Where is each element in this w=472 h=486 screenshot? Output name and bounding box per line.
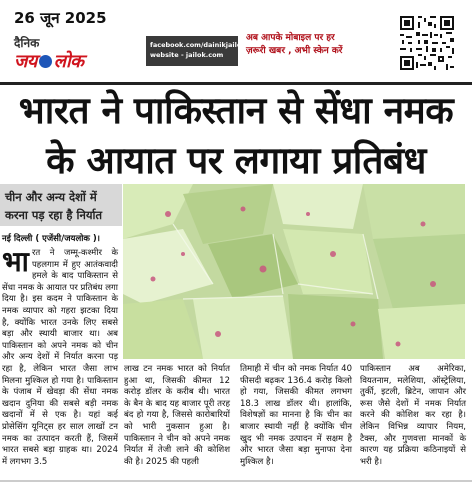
qr-code-icon	[398, 14, 456, 72]
website-link: website - jailok.com	[150, 51, 224, 59]
dateline: नई दिल्ली ( एजेंसी/जयलोक )।	[2, 234, 101, 244]
salt-crystals-photo	[123, 184, 465, 359]
headline-line-2: के आयात पर लगाया प्रतिबंध	[46, 139, 426, 182]
paper-logo	[14, 49, 84, 73]
promo-line-1: अब आपके मोबाइल पर हर	[246, 33, 335, 43]
paper-subtitle: दैनिक	[14, 36, 40, 50]
headline	[0, 86, 472, 186]
article-column-1	[2, 245, 118, 468]
globe-icon	[39, 55, 52, 68]
subheadline: चीन और अन्य देशों में करना पड़ रहा है निर्यात	[0, 184, 122, 226]
article-column-4: पाकिस्तान अब अमेरिका, वियतनाम, मलेशिया, ऑस्ट्रेलिया, तुर्की, इटली, ब्रिटेन, जापान और रूस जैसे देशों में नमक निर्यात करने की कोशिश कर रहा है। लेकिन विभिन्न व्यापार नियम, टैक्स, और गुणवत्ता मानकों के कारण यह प्रक्रिया कठिनाइयों से भरी है।	[360, 364, 466, 467]
issue-date: 26 जून 2025	[14, 9, 107, 27]
paper-name-part2: लोक	[53, 51, 84, 72]
promo-line-2: ज़रूरी खबर , अभी स्केन करें	[246, 46, 343, 56]
article-column-2: लाख टन नमक भारत को निर्यात हुआ था, जिसकी कीमत 12 करोड़ डॉलर के करीब थी। भारत के बैन के बाद यह बाजार पूरी तरह बंद हो गया है, जिससे कारोबारियों को भारी नुकसान हुआ है। पाकिस्तान ने चीन को अपने नमक निर्यात में तेजी लाने की कोशिश की है। 2025 की पहली	[124, 364, 230, 467]
masthead	[0, 0, 472, 80]
facebook-link: facebook.com/dainikjailok	[150, 41, 246, 49]
article-column-3: तिमाही में चीन को नमक निर्यात 40 फीसदी बढ़कर 136.4 करोड़ किलो हो गया, जिसकी कीमत लगभग 18.3 लाख डॉलर थी। हालांकि, विशेषज्ञों का मानना है कि चीन का बाजार स्थायी नहीं है क्योंकि चीन खुद भी नमक उत्पादन में सक्षम है और भारत जैसा बड़ा मुनाफा देना मुश्किल है।	[240, 364, 352, 467]
column-1-text: रत ने जम्मू-कश्मीर के पहलगाम में हुए आतंकवादी हमले के बाद पाकिस्तान से सेंधा नमक के आयात पर प्रतिबंध लगा दिया है। इस कदम ने पाकिस्तान के नमक व्यापार को गहरा झटका दिया है, क्योंकि भारत उनके लिए सबसे बड़ा और स्थायी बाजार था। अब पाकिस्तान को अपने नमक को चीन और अन्य देशों में निर्यात करना पड़ रहा है, लेकिन भारत जैसा लाभ मिलना मुश्किल हो गया है। पाकिस्तान के पंजाब में खेवड़ा की सेंधा नमक खदान दुनिया की सबसे बड़ी नमक खदानों में से एक है। यहां कई प्रोसेसिंग यूनिट्स हर साल लाखों टन नमक का उत्पादन करती हैं, जिसमें भारत सबसे बड़ा ग्राहक था। 2024 में लगभग 3.5	[2, 248, 118, 467]
bottom-divider	[0, 480, 472, 482]
paper-name-part1: जय	[14, 51, 37, 72]
masthead-divider	[0, 82, 472, 85]
drop-cap: भा	[2, 245, 29, 278]
headline-line-1: भारत ने पाकिस्तान से सेंधा नमक	[18, 89, 454, 132]
scan-promo	[246, 32, 386, 58]
social-links-box	[146, 36, 246, 66]
